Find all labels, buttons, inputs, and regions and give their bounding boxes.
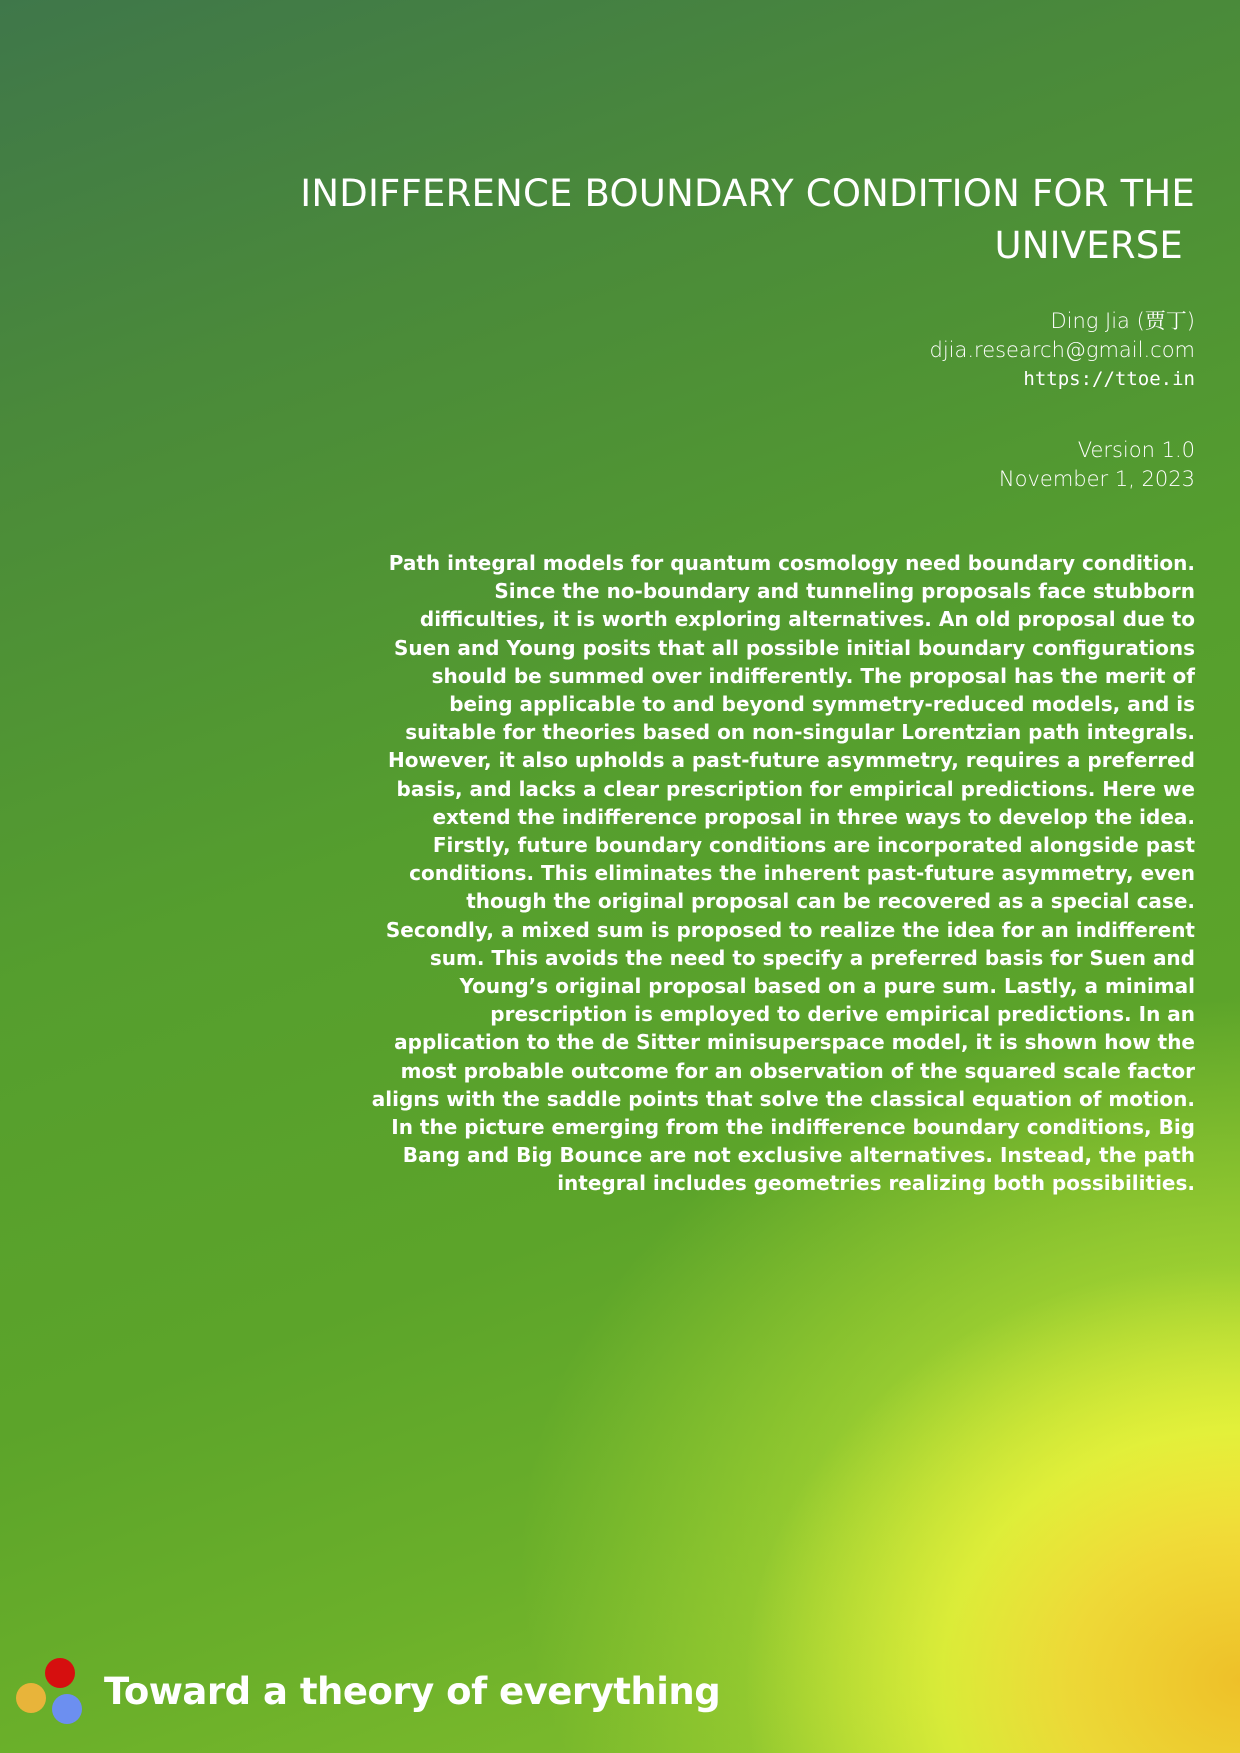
version-block: [999, 436, 1195, 494]
version-label: Version 1.0: [1077, 438, 1195, 462]
red-dot-icon: [45, 1658, 75, 1688]
author-block: [929, 307, 1195, 394]
publication-date: November 1, 2023: [998, 467, 1195, 491]
author-website[interactable]: https://ttoe.in: [1023, 368, 1195, 390]
brand-tagline: Toward a theory of everything: [104, 1670, 721, 1713]
yellow-dot-icon: [16, 1683, 46, 1713]
blue-dot-icon: [52, 1694, 82, 1724]
abstract: Path integral models for quantum cosmology need boundary condition. Since the no-boundary and tunneling proposals face stubborn difficulties, it is worth exploring alternatives. An old proposal due to Suen and Young posits that all possible initial boundary configurations should be summed over indifferently. The proposal has the merit of being applicable to and beyond symmetry-reduced models, and is suitable for theories based on non-singular Lorentzian path integrals. However, it also upholds a past-future asymmetry, requires a preferred basis, and lacks a clear prescription for empirical predictions. Here we extend the indifference proposal in three ways to develop the idea. Firstly, future boundary conditions are incorporated alongside past conditions. This eliminates the inherent past-future asymmetry, even though the original proposal can be recovered as a special case. Secondly, a mixed sum is proposed to realize the idea for an indifferent sum. This avoids the need to specify a preferred basis for Suen and Young’s original proposal based on a pure sum. Lastly, a minimal prescription is employed to derive empirical predictions. In an application to the de Sitter minisuperspace model, it is shown how the most probable outcome for an observation of the squared scale factor aligns with the saddle points that solve the classical equation of motion. In the picture emerging from the indifference boundary conditions, Big Bang and Big Bounce are not exclusive alternatives. Instead, the path integral includes geometries realizing both possibilities.: [371, 551, 1195, 1196]
paper-title-line-2: UNIVERSE: [994, 224, 1183, 267]
brand-footer: [16, 1656, 721, 1728]
paper-title: [95, 168, 1195, 272]
logo-dots-icon: [16, 1656, 86, 1728]
author-email[interactable]: djia.research@gmail.com: [929, 338, 1195, 362]
paper-title-line-1: INDIFFERENCE BOUNDARY CONDITION FOR THE: [300, 172, 1195, 215]
author-name: Ding Jia (贾丁): [1050, 309, 1195, 333]
